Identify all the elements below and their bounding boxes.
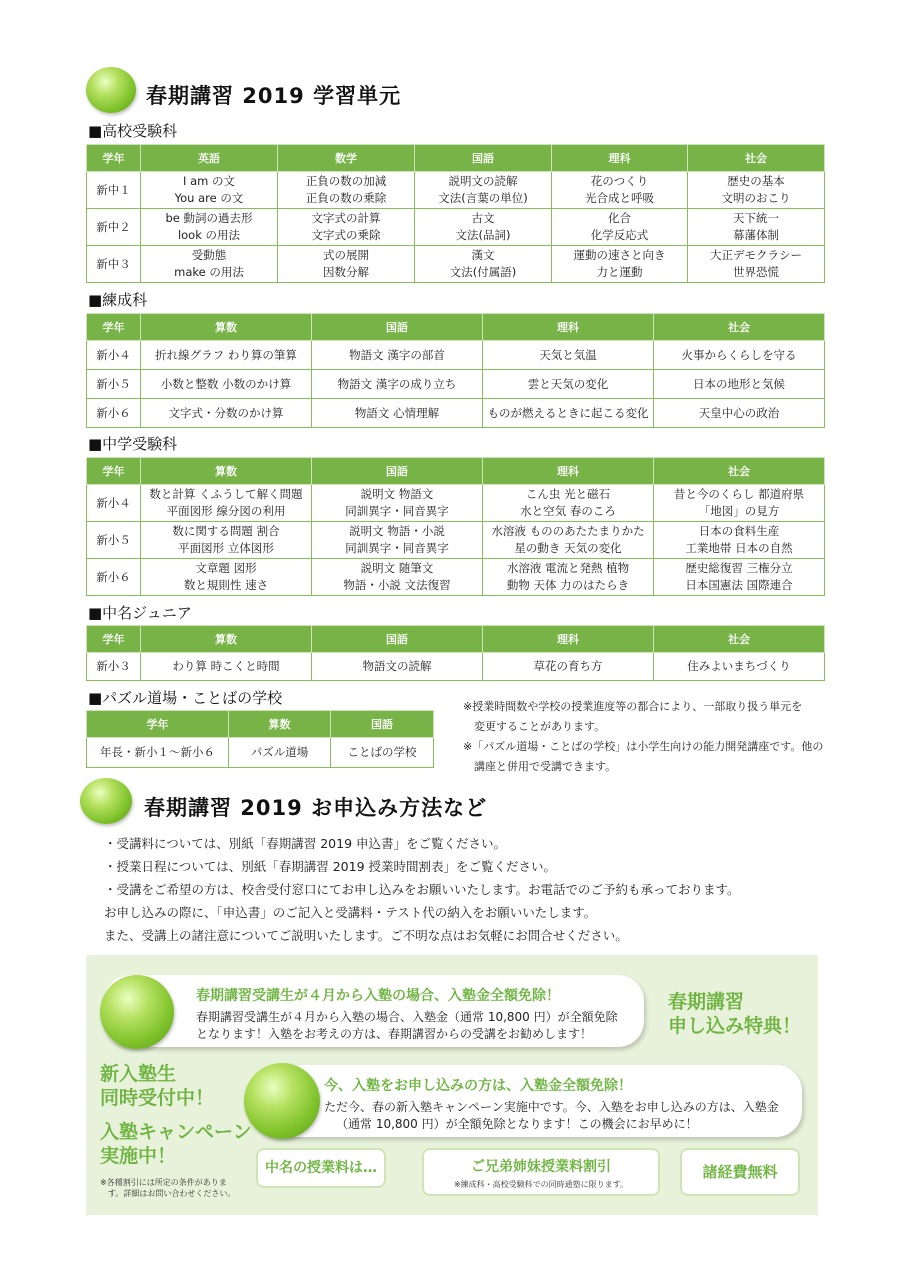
cell-line: 大正デモクラシー [710,248,802,262]
header-social: 社会 [688,145,825,172]
cell-line: 動物 天体 力のはたらき [506,578,630,592]
pill-text: となります！入塾をお考えの方は、春期講習からの受講をお勧めします！ [196,1027,593,1041]
table-row [87,399,825,428]
table-cell [278,209,415,246]
cell-line: 日本の食料生産 [698,524,780,538]
table-cell [483,559,654,596]
cell-line: 化合 [608,211,631,225]
table-row [87,738,434,768]
table-cell: 物語文の読解 [312,653,483,681]
sibling-discount-label: ご兄弟姉妹授業料割引 [471,1159,611,1175]
table-row [87,209,825,246]
table-cell: 物語文 心情理解 [312,399,483,428]
cell-line: 文法(付属語) [449,265,517,279]
label-koko: ■高校受験科 [88,122,178,140]
cell-line: 天下統一 [733,211,779,225]
pill-new-entry [252,1065,802,1137]
header-social: 社会 [654,314,825,341]
info-line: ・受講をご希望の方は、校舎受付窓口にてお申し込みをお願いいたします。お電話でのご予約も承っております。 [104,882,740,897]
free-fees-box [680,1148,800,1196]
tuition-box [256,1148,386,1188]
table-cell: 折れ線グラフ わり算の筆算 [141,341,312,370]
table-row [87,341,825,370]
cell-line: 説明文 物語・小説 [349,524,445,538]
table-header-row [87,711,434,738]
section-title-units: 春期講習 2019 学習単元 [146,84,402,108]
cell-line: 力と運動 [596,265,643,279]
table-chugaku [86,457,825,596]
table-koko [86,144,825,283]
grade-cell: 新小３ [87,653,141,681]
grade-cell: 新小５ [87,522,141,559]
table-cell: 天皇中心の政治 [654,399,825,428]
benefit-heading: 春期講習 [668,991,745,1013]
table-cell: 物語文 漢字の成り立ち [312,370,483,399]
cell-line: 日本国憲法 国際連合 [685,578,793,592]
header-grade: 学年 [87,314,141,341]
table-row [87,653,825,681]
pill-title: 春期講習受講生が４月から入塾の場合、入塾金全額免除！ [196,988,560,1004]
green-ball-icon [86,67,136,113]
header-science: 理科 [483,314,654,341]
cell-line: 数と計算 くふうして解く問題 [149,487,303,501]
table-cell [141,209,278,246]
header-grade: 学年 [87,626,141,653]
application-info [104,832,740,947]
header-japanese: 国語 [415,145,552,172]
header-social: 社会 [654,626,825,653]
table-header-row [87,145,825,172]
cell-line: 昔と今のくらし 都道府県 [673,487,805,501]
table-row [87,559,825,596]
discount-note: ※各種割引には所定の条件がありま [100,1178,227,1187]
cell-line: 歴史の基本 [727,174,785,188]
table-cell: 文字式・分数のかけ算 [141,399,312,428]
table-cell [141,485,312,522]
pill-text: ただ今、春の新入塾キャンペーン実施中です。今、入塾をお申し込みの方は、入塾金 [324,1100,779,1114]
label-puzzle: ■パズル道場・ことばの学校 [88,689,283,707]
table-cell [654,485,825,522]
cell-line: 正負の数の乗除 [305,191,387,205]
info-line: また、受講上の諸注意についてご説明いたします。ご不明な点はお気軽にお問合せください。 [104,928,628,943]
cell-line: 文字式の乗除 [311,228,381,242]
table-cell [688,246,825,283]
header-grade: 学年 [87,711,229,738]
table-cell [415,172,552,209]
campaign-heading: 実施中！ [100,1145,177,1167]
table-header-row [87,458,825,485]
table-cell [312,485,483,522]
table-puzzle [86,710,434,768]
table-row [87,485,825,522]
cell-line: 同訓異字・同音異字 [345,504,449,518]
table-cell [688,172,825,209]
cell-line: 因数分解 [323,265,369,279]
table-cell [415,209,552,246]
header-japanese: 国語 [331,711,434,738]
table-cell: 物語文 漢字の部首 [312,341,483,370]
header-japanese: 国語 [312,314,483,341]
cell-line: 文法(品詞) [455,228,511,242]
table-cell: 草花の育ち方 [483,653,654,681]
table-rensei [86,313,825,428]
cell-line: 物語・小説 文法復習 [343,578,451,592]
cell-line: 説明文 物語文 [360,487,434,501]
label-junior: ■中名ジュニア [88,604,192,622]
table-cell: 年長・新小１～新小６ [87,738,229,768]
info-line: ・授業日程については、別紙「春期講習 2019 授業時間割表」をご覧ください。 [104,859,557,874]
cell-line: 幕藩体制 [733,228,779,242]
cell-line: 式の展開 [323,248,369,262]
table-cell [312,559,483,596]
pill-spring-benefit [104,975,644,1047]
table-cell [483,485,654,522]
cell-line: 世界恐慌 [733,265,779,279]
free-fees-label: 諸経費無料 [702,1163,778,1181]
table-cell [278,246,415,283]
info-line: ・受講料については、別紙「春期講習 2019 申込書」をご覧ください。 [104,836,507,851]
tuition-label: 中名の授業料は… [265,1160,377,1176]
cell-line: 運動の速さと向き [573,248,666,262]
table-cell: 天気と気温 [483,341,654,370]
grade-cell: 新小４ [87,341,141,370]
cell-line: 受動態 [191,248,227,262]
table-junior [86,625,825,681]
table-cell [552,209,688,246]
table-row [87,172,825,209]
table-cell: 日本の地形と気候 [654,370,825,399]
table-cell [141,246,278,283]
cell-line: 「地図」の見方 [698,504,780,518]
green-ball-icon [100,975,174,1049]
header-grade: 学年 [87,458,141,485]
table-cell [552,246,688,283]
notes-block [463,697,823,777]
table-cell [483,522,654,559]
pill-title: 今、入塾をお申し込みの方は、入塾金全額免除！ [324,1078,632,1094]
table-cell [688,209,825,246]
table-cell [278,172,415,209]
campaign-heading: 同時受付中！ [100,1087,215,1109]
table-row [87,522,825,559]
table-cell: ものが燃えるときに起こる変化 [483,399,654,428]
table-cell: わり算 時こくと時間 [141,653,312,681]
label-chugaku: ■中学受験科 [88,435,178,453]
green-ball-icon [244,1063,320,1139]
table-cell [415,246,552,283]
table-cell [654,522,825,559]
cell-line: 古文 [471,211,495,225]
green-ball-icon [80,778,132,824]
cell-line: 説明文の読解 [448,174,518,188]
cell-line: 水と空気 春のころ [520,504,616,518]
label-rensei: ■練成科 [88,291,148,309]
cell-line: 工業地帯 日本の自然 [685,541,793,555]
grade-cell: 新小６ [87,559,141,596]
header-math: 数学 [278,145,415,172]
table-cell: ことばの学校 [331,738,434,768]
table-cell [552,172,688,209]
pill-text: 春期講習受講生が４月から入塾の場合、入塾金（通常 10,800 円）が全額免除 [196,1010,618,1024]
cell-line: 文法(言葉の単位) [438,191,528,205]
note-line: ※授業時間数や学校の授業進度等の都合により、一部取り扱う単元を [463,700,803,713]
cell-line: 数と規則性 速さ [183,578,269,592]
cell-line: 説明文 随筆文 [360,561,434,575]
note-line: 講座と併用で受講できます。 [463,760,617,773]
cell-line: 文明のおこり [721,191,791,205]
table-cell [141,172,278,209]
table-cell [654,559,825,596]
campaign-banner [86,955,818,1215]
cell-line: 数に関する問題 割合 [172,524,280,538]
table-row [87,370,825,399]
table-cell [141,559,312,596]
info-line: お申し込みの際に、「申込書」のご記入と受講料・テスト代の納入をお願いいたします。 [104,905,597,920]
header-arithmetic: 算数 [229,711,331,738]
campaign-heading: 入塾キャンペーン [100,1121,252,1143]
note-line: 変更することがあります。 [463,720,606,733]
cell-line: look の用法 [177,228,241,242]
header-science: 理科 [483,626,654,653]
cell-line: 水溶液 電流と発熱 植物 [506,561,630,575]
discount-note: す。詳細はお問い合わせください。 [108,1189,236,1198]
cell-line: 化学反応式 [590,228,649,242]
campaign-heading: 新入塾生 [100,1063,177,1085]
sibling-discount-note: ※練成科・高校受験科での同時通塾に限ります。 [453,1180,629,1189]
grade-cell: 新小６ [87,399,141,428]
cell-line: 星の動き 天気の変化 [514,541,622,555]
cell-line: 光合成と呼吸 [585,191,654,205]
cell-line: make の用法 [174,265,244,279]
cell-line: 平面図形 立体図形 [178,541,274,555]
cell-line: be 動詞の過去形 [165,211,253,225]
grade-cell: 新中１ [87,172,141,209]
table-header-row [87,314,825,341]
table-row [87,246,825,283]
header-arithmetic: 算数 [141,626,312,653]
cell-line: 文章題 図形 [195,561,257,575]
cell-line: こん虫 光と磁石 [525,487,611,501]
header-arithmetic: 算数 [141,314,312,341]
table-cell [312,522,483,559]
header-japanese: 国語 [312,626,483,653]
header-science: 理科 [483,458,654,485]
cell-line: 平面図形 線分図の利用 [166,504,286,518]
cell-line: I am の文 [183,174,235,188]
table-cell: 雲と天気の変化 [483,370,654,399]
header-arithmetic: 算数 [141,458,312,485]
table-cell: 小数と整数 小数のかけ算 [141,370,312,399]
note-line: ※「パズル道場・ことばの学校」は小学生向けの能力開発講座です。他の [463,740,824,753]
cell-line: 歴史総復習 三権分立 [685,561,793,575]
header-english: 英語 [141,145,278,172]
sibling-discount-box [422,1148,660,1196]
cell-line: 同訓異字・同音異字 [345,541,449,555]
header-social: 社会 [654,458,825,485]
grade-cell: 新小４ [87,485,141,522]
table-header-row [87,626,825,653]
pill-text: （通常 10,800 円）が全額免除となります！この機会にお早めに！ [336,1117,698,1131]
grade-cell: 新中３ [87,246,141,283]
header-japanese: 国語 [312,458,483,485]
header-grade: 学年 [87,145,141,172]
table-cell: パズル道場 [229,738,331,768]
cell-line: 漢文 [471,248,495,262]
table-cell: 火事からくらしを守る [654,341,825,370]
cell-line: 正負の数の加減 [305,174,387,188]
table-cell: 住みよいまちづくり [654,653,825,681]
section-title-application: 春期講習 2019 お申込み方法など [144,796,488,820]
grade-cell: 新中２ [87,209,141,246]
header-science: 理科 [552,145,688,172]
table-cell [141,522,312,559]
cell-line: 文字式の計算 [311,211,381,225]
benefit-heading: 申し込み特典！ [668,1015,802,1037]
cell-line: You are の文 [174,191,244,205]
cell-line: 水溶液 もののあたたまりかた [491,524,645,538]
grade-cell: 新小５ [87,370,141,399]
cell-line: 花のつくり [590,174,649,188]
